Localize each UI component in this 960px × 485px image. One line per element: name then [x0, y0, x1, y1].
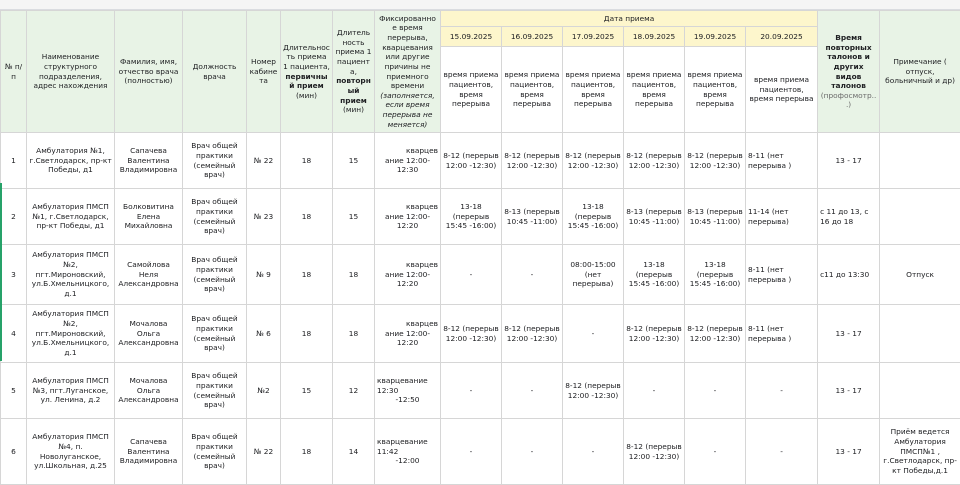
header-duration-repeat-unit: (мин) [343, 105, 364, 115]
row-slot[interactable]: 8-12 (перерыв 12:00 -12:30) [624, 305, 685, 363]
header-duration-repeat-text: Длительность приема 1 пациента, [335, 28, 372, 76]
header-repeat-tickets-sub: (профосмотр...) [820, 90, 877, 110]
row-fixed-break-a: кварцевание 12:30 [377, 376, 428, 395]
row-duration-repeat[interactable]: 18 [333, 245, 375, 305]
date-cell: 16.09.2025 [502, 27, 563, 47]
row-slot[interactable]: 11-14 (нет перерыва) [746, 189, 818, 245]
row-slot[interactable]: 8-12 (перерыв 12:00 -12:30) [563, 133, 624, 189]
row-position[interactable]: Врач общей практики (семейный врач) [183, 419, 247, 485]
column-header-strip [0, 0, 960, 10]
row-note[interactable] [880, 133, 960, 189]
row-slot[interactable]: - [624, 363, 685, 419]
row-unit[interactable]: Амбулатория ПМСП №1, г.Светлодарск, пр-кт Победы, д1 [27, 189, 115, 245]
row-duration-repeat[interactable]: 15 [333, 189, 375, 245]
row-fixed-break[interactable] [375, 189, 441, 245]
row-doctor[interactable]: Самойлова Неля Александровна [115, 245, 183, 305]
header-doctor: Фамилия, имя, отчество врача (полностью) [115, 11, 183, 133]
row-unit[interactable]: Амбулатория ПМСП №2, пгт.Мироновский, ул.Б.Хмельницкого, д.1 [27, 245, 115, 305]
table-row[interactable] [1, 363, 960, 419]
row-slot[interactable]: 8-12 (перерыв 12:00 -12:30) [563, 363, 624, 419]
row-slot[interactable]: 8-12 (перерыв 12:00 -12:30) [685, 305, 746, 363]
row-slot[interactable]: 8-12 (перерыв 12:00 -12:30) [441, 133, 502, 189]
row-position[interactable]: Врач общей практики (семейный врач) [183, 363, 247, 419]
row-repeat[interactable]: 13 - 17 [818, 419, 880, 485]
row-repeat[interactable]: 13 - 17 [818, 305, 880, 363]
row-duration-primary[interactable]: 18 [281, 419, 333, 485]
row-slot[interactable]: - [502, 245, 563, 305]
row-num[interactable]: 1 [1, 133, 27, 189]
row-fixed-break-b: -12:50 [395, 395, 420, 405]
header-repeat-tickets-text: Время повторных талонов и других видов талонов [825, 33, 872, 91]
table-row[interactable] [1, 133, 960, 189]
row-slot[interactable]: - [563, 419, 624, 485]
header-date-group: Дата приема [441, 11, 818, 27]
row-slot[interactable]: 8-12 (перерыв 12:00 -12:30) [624, 133, 685, 189]
row-fixed-break-a: кварцев [406, 146, 438, 156]
row-room[interactable]: № 9 [247, 245, 281, 305]
row-num[interactable]: 3 [1, 245, 27, 305]
row-num[interactable]: 2 [1, 189, 27, 245]
selection-indicator [0, 183, 2, 361]
row-slot[interactable]: 13-18 (перерыв 15:45 -16:00) [624, 245, 685, 305]
row-note[interactable] [880, 189, 960, 245]
slot-label: время приема пациентов, время перерыва [685, 47, 746, 133]
row-num[interactable]: 4 [1, 305, 27, 363]
row-doctor[interactable]: Сапачева Валентина Владимировна [115, 419, 183, 485]
row-fixed-break[interactable] [375, 419, 441, 485]
date-cell: 19.09.2025 [685, 27, 746, 47]
row-fixed-break-b: ание 12:00-12:20 [384, 211, 431, 231]
row-fixed-break-b: -12:00 [395, 456, 420, 466]
row-slot[interactable]: - [441, 419, 502, 485]
row-repeat[interactable]: 13 - 17 [818, 363, 880, 419]
row-num[interactable]: 6 [1, 419, 27, 485]
row-slot[interactable]: - [746, 419, 818, 485]
header-num: № п/п [1, 11, 27, 133]
row-unit[interactable]: Амбулатория ПМСП №4, п. Новолуганское, ул.Школьная, д.25 [27, 419, 115, 485]
row-fixed-break-b: ание 12:00-12:20 [384, 269, 431, 289]
row-duration-primary[interactable]: 18 [281, 305, 333, 363]
row-slot[interactable]: 13-18 (перерыв 15:45 -16:00) [563, 189, 624, 245]
header-duration-repeat [333, 11, 375, 133]
header-duration-repeat-bold: повторный прием [336, 76, 371, 105]
schedule-table [0, 10, 960, 485]
row-slot[interactable]: - [685, 419, 746, 485]
row-note[interactable]: Приём ведется Амбулатория ПМСП№1 , г.Светлодарск, пр-кт Победы,д.1 [880, 419, 960, 485]
row-slot[interactable]: 08:00-15:00 (нет перерыва) [563, 245, 624, 305]
header-position: Должность врача [183, 11, 247, 133]
row-position[interactable]: Врач общей практики (семейный врач) [183, 133, 247, 189]
row-doctor[interactable]: Мочалова Ольга Александровна [115, 305, 183, 363]
header-duration-primary-unit: (мин) [296, 90, 317, 100]
row-fixed-break-b: ание 12:00-12:20 [384, 328, 431, 348]
row-slot[interactable]: 8-11 (нет перерыва ) [746, 133, 818, 189]
row-slot[interactable]: - [746, 363, 818, 419]
row-fixed-break[interactable] [375, 133, 441, 189]
row-room[interactable]: № 22 [247, 133, 281, 189]
date-cell: 20.09.2025 [746, 27, 818, 47]
table-row[interactable] [1, 305, 960, 363]
header-duration-primary-text: Длительность приема 1 пациента, [283, 42, 330, 71]
row-slot[interactable]: - [685, 363, 746, 419]
row-repeat[interactable]: с11 до 13:30 [818, 245, 880, 305]
date-cell: 15.09.2025 [441, 27, 502, 47]
header-duration-primary-bold: первичный прием [285, 71, 328, 91]
row-slot[interactable]: - [563, 305, 624, 363]
row-slot[interactable]: - [502, 363, 563, 419]
header-row-1 [1, 11, 960, 27]
row-fixed-break-a: кварцев [406, 202, 438, 212]
row-slot[interactable]: 8-13 (перерыв 10:45 -11:00) [502, 189, 563, 245]
row-doctor[interactable]: Сапачева Валентина Владимировна [115, 133, 183, 189]
row-position[interactable]: Врач общей практики (семейный врач) [183, 245, 247, 305]
table-row[interactable] [1, 189, 960, 245]
row-unit[interactable]: Амбулатория №1, г.Светлодарск, пр-кт Победы, д1 [27, 133, 115, 189]
row-position[interactable]: Врач общей практики (семейный врач) [183, 305, 247, 363]
row-fixed-break[interactable] [375, 245, 441, 305]
row-room[interactable]: № 22 [247, 419, 281, 485]
table-row[interactable] [1, 419, 960, 485]
row-slot[interactable]: 8-12 (перерыв 12:00 -12:30) [441, 305, 502, 363]
row-slot[interactable]: 8-12 (перерыв 12:00 -12:30) [502, 305, 563, 363]
row-fixed-break-b: ание 12:00-12:30 [384, 155, 431, 175]
row-slot[interactable]: - [441, 363, 502, 419]
row-slot[interactable]: 8-11 (нет перерыва ) [746, 245, 818, 305]
row-doctor[interactable]: Болковитина Елена Михайловна [115, 189, 183, 245]
row-num[interactable]: 5 [1, 363, 27, 419]
row-fixed-break-a: кварцев [406, 319, 438, 329]
row-unit[interactable]: Амбулатория ПМСП №3, пгт.Луганское, ул. Ленина, д.2 [27, 363, 115, 419]
row-slot[interactable]: 13-18 (перерыв 15:45 -16:00) [685, 245, 746, 305]
header-duration-primary [281, 11, 333, 133]
row-fixed-break-a: кварцев [406, 260, 438, 270]
row-slot[interactable]: - [441, 245, 502, 305]
header-note: Примечание ( отпуск, больничный и др) [880, 11, 960, 133]
row-fixed-break-a: кварцевание 11:42 [377, 437, 428, 456]
row-slot[interactable]: - [502, 419, 563, 485]
row-slot[interactable]: 13-18 (перерыв 15:45 -16:00) [441, 189, 502, 245]
row-duration-primary[interactable]: 18 [281, 245, 333, 305]
header-fixed-break [375, 11, 441, 133]
row-duration-repeat[interactable]: 12 [333, 363, 375, 419]
date-cell: 17.09.2025 [563, 27, 624, 47]
row-slot[interactable]: 8-11 (нет перерыва ) [746, 305, 818, 363]
row-room[interactable]: №2 [247, 363, 281, 419]
header-fixed-break-text: Фиксированное время перерыва, кварцевания или другие причины не приемного времени [379, 13, 436, 91]
row-slot[interactable]: 8-12 (перерыв 12:00 -12:30) [685, 133, 746, 189]
slot-label: время приема пациентов, время перерыва [441, 47, 502, 133]
row-duration-repeat[interactable]: 18 [333, 305, 375, 363]
row-fixed-break[interactable] [375, 305, 441, 363]
header-fixed-break-italic: (заполняется, если время перерыва не меняется) [380, 90, 435, 129]
row-room[interactable]: № 6 [247, 305, 281, 363]
slot-label: время приема пациентов, время перерыва [502, 47, 563, 133]
row-repeat[interactable]: с 11 до 13, с 16 до 18 [818, 189, 880, 245]
row-duration-primary[interactable]: 18 [281, 189, 333, 245]
table-row[interactable] [1, 245, 960, 305]
row-slot[interactable]: 8-12 (перерыв 12:00 -12:30) [502, 133, 563, 189]
header-room: Номер кабинета [247, 11, 281, 133]
row-fixed-break[interactable] [375, 363, 441, 419]
row-slot[interactable]: 8-12 (перерыв 12:00 -12:30) [624, 419, 685, 485]
row-note[interactable]: Отпуск [880, 245, 960, 305]
header-unit: Наименование структурного подразделения, адрес нахождения [27, 11, 115, 133]
row-slot[interactable]: 8-13 (перерыв 10:45 -11:00) [624, 189, 685, 245]
row-unit[interactable]: Амбулатория ПМСП №2, пгт.Мироновский, ул.Б.Хмельницкого, д.1 [27, 305, 115, 363]
date-cell: 18.09.2025 [624, 27, 685, 47]
slot-label: время приема пациентов, время перерыва [563, 47, 624, 133]
row-duration-repeat[interactable]: 14 [333, 419, 375, 485]
row-note[interactable] [880, 363, 960, 419]
row-duration-repeat[interactable]: 15 [333, 133, 375, 189]
header-repeat-tickets [818, 11, 880, 133]
row-duration-primary[interactable]: 15 [281, 363, 333, 419]
row-position[interactable]: Врач общей практики (семейный врач) [183, 189, 247, 245]
row-note[interactable] [880, 305, 960, 363]
row-repeat[interactable]: 13 - 17 [818, 133, 880, 189]
row-duration-primary[interactable]: 18 [281, 133, 333, 189]
slot-label: время приема пациентов, время перерыва [746, 47, 818, 133]
slot-label: время приема пациентов, время перерыва [624, 47, 685, 133]
row-room[interactable]: № 23 [247, 189, 281, 245]
row-doctor[interactable]: Мочалова Ольга Александровна [115, 363, 183, 419]
row-slot[interactable]: 8-13 (перерыв 10:45 -11:00) [685, 189, 746, 245]
